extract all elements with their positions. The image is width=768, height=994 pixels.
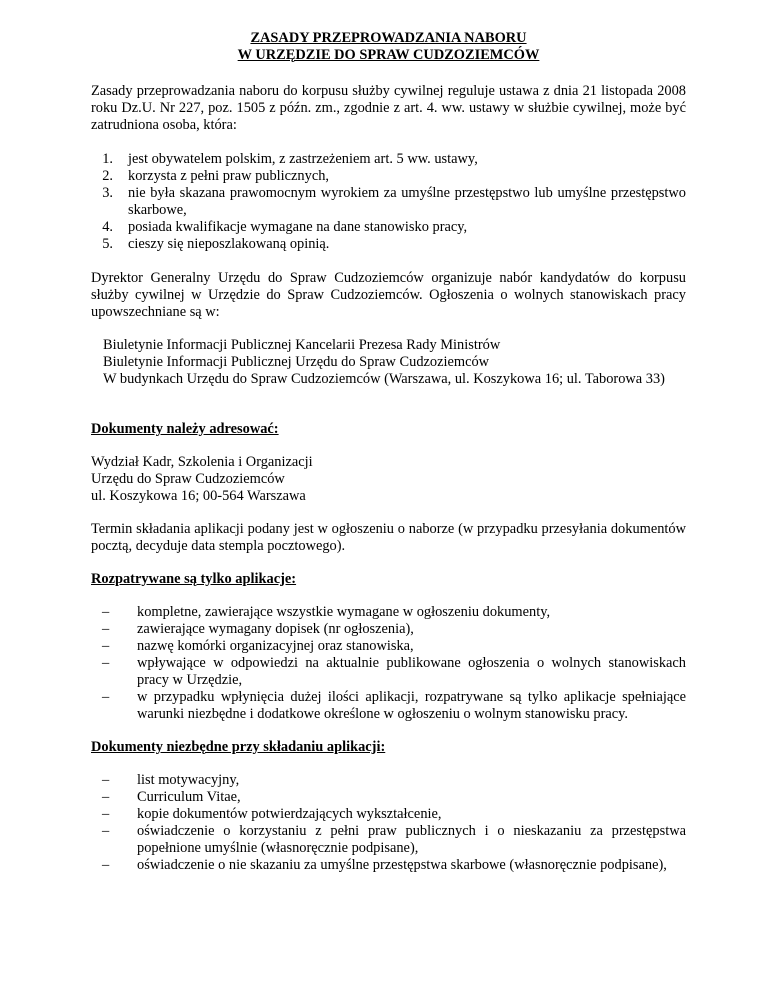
list-item: – Curriculum Vitae, [102, 789, 241, 805]
dash-bullet: – [102, 857, 110, 873]
list-item: Biuletynie Informacji Publicznej Urzędu do Spraw Cudzoziemców [103, 354, 490, 370]
dash-bullet: – [102, 638, 110, 654]
list-item: 5. cieszy się nieposzlakowaną opinią. [102, 236, 330, 252]
document-page [91, 30, 686, 874]
dash-bullet: – [102, 621, 110, 637]
address-line: Urzędu do Spraw Cudzoziemców [91, 471, 285, 487]
dash-bullet: – [102, 806, 110, 822]
document-title-line-1: ZASADY PRZEPROWADZANIA NABORU [250, 30, 527, 46]
documents-heading: Dokumenty niezbędne przy składaniu aplikacji: [91, 739, 386, 755]
list-item: – wpływające w odpowiedzi na aktualnie publikowane ogłoszenia o wolnych stanowiskach pracy w Urzędzie, [102, 655, 686, 688]
list-item: – oświadczenie o korzystaniu z pełni praw publicznych i o nieskazaniu za przestępstwa popełnione umyślnie (własnoręcznie podpisane), [102, 823, 686, 856]
dash-bullet: – [102, 789, 110, 805]
recruitment-paragraph: Dyrektor Generalny Urzędu do Spraw Cudzoziemców organizuje nabór kandydatów do korpusu służby cywilnej w Urzędzie do Spraw Cudzoziemców. Ogłoszenia o wolnych stanowiskach pracy upowszechniane są w: [91, 270, 686, 320]
dash-bullet: – [102, 655, 110, 671]
mailing-address [91, 454, 686, 505]
requirements-list [91, 151, 686, 253]
list-item: W budynkach Urzędu do Spraw Cudzoziemców (Warszawa, ul. Koszykowa 16; ul. Taborowa 33) [103, 371, 665, 387]
list-item: – nazwę komórki organizacyjnej oraz stanowiska, [102, 638, 414, 654]
list-item: – zawierające wymagany dopisek (nr ogłoszenia), [102, 621, 414, 637]
documents-list [91, 772, 686, 874]
dash-bullet: – [102, 604, 110, 620]
list-item: Biuletynie Informacji Publicznej Kancelarii Prezesa Rady Ministrów [103, 337, 501, 353]
list-item: 1. jest obywatelem polskim, z zastrzeżeniem art. 5 ww. ustawy, [102, 151, 478, 167]
list-item: – oświadczenie o nie skazaniu za umyślne przestępstwa skarbowe (własnoręcznie podpisane), [102, 857, 667, 873]
dash-bullet: – [102, 772, 110, 788]
list-item: – kompletne, zawierające wszystkie wymagane w ogłoszeniu dokumenty, [102, 604, 551, 620]
dash-bullet: – [102, 823, 110, 839]
list-item: – list motywacyjny, [102, 772, 240, 788]
considered-heading: Rozpatrywane są tylko aplikacje: [91, 571, 297, 587]
intro-paragraph: Zasady przeprowadzania naboru do korpusu służby cywilnej reguluje ustawa z dnia 21 listopada 2008 roku Dz.U. Nr 227, poz. 1505 z późn. zm., zgodnie z art. 4. ww. ustawy w służbie cywilnej, może być zatrudniona osoba, która: [91, 83, 686, 133]
deadline-paragraph: Termin składania aplikacji podany jest w ogłoszeniu o naborze (w przypadku przesyłania dokumentów pocztą, decyduje data stempla pocztowego). [91, 521, 686, 554]
considered-list [91, 604, 686, 723]
list-item: 3. nie była skazana prawomocnym wyrokiem za umyślne przestępstwo lub umyślne przestępstwo skarbowe, [102, 185, 686, 218]
list-item: – w przypadku wpłynięcia dużej ilości aplikacji, rozpatrywane są tylko aplikacje spełniające warunki niezbędne i dodatkowe określone w ogłoszeniu o wolnym stanowisku pracy. [102, 689, 686, 722]
address-line: ul. Koszykowa 16; 00-564 Warszawa [91, 488, 306, 504]
document-title-line-2: W URZĘDZIE DO SPRAW CUDZOZIEMCÓW [237, 47, 540, 63]
list-item: – kopie dokumentów potwierdzających wykształcenie, [102, 806, 442, 822]
address-heading: Dokumenty należy adresować: [91, 421, 279, 437]
address-line: Wydział Kadr, Szkolenia i Organizacji [91, 454, 313, 470]
list-item: 2. korzysta z pełni praw publicznych, [102, 168, 329, 184]
publication-sources [91, 337, 686, 388]
dash-bullet: – [102, 689, 110, 705]
list-item: 4. posiada kwalifikacje wymagane na dane stanowisko pracy, [102, 219, 468, 235]
